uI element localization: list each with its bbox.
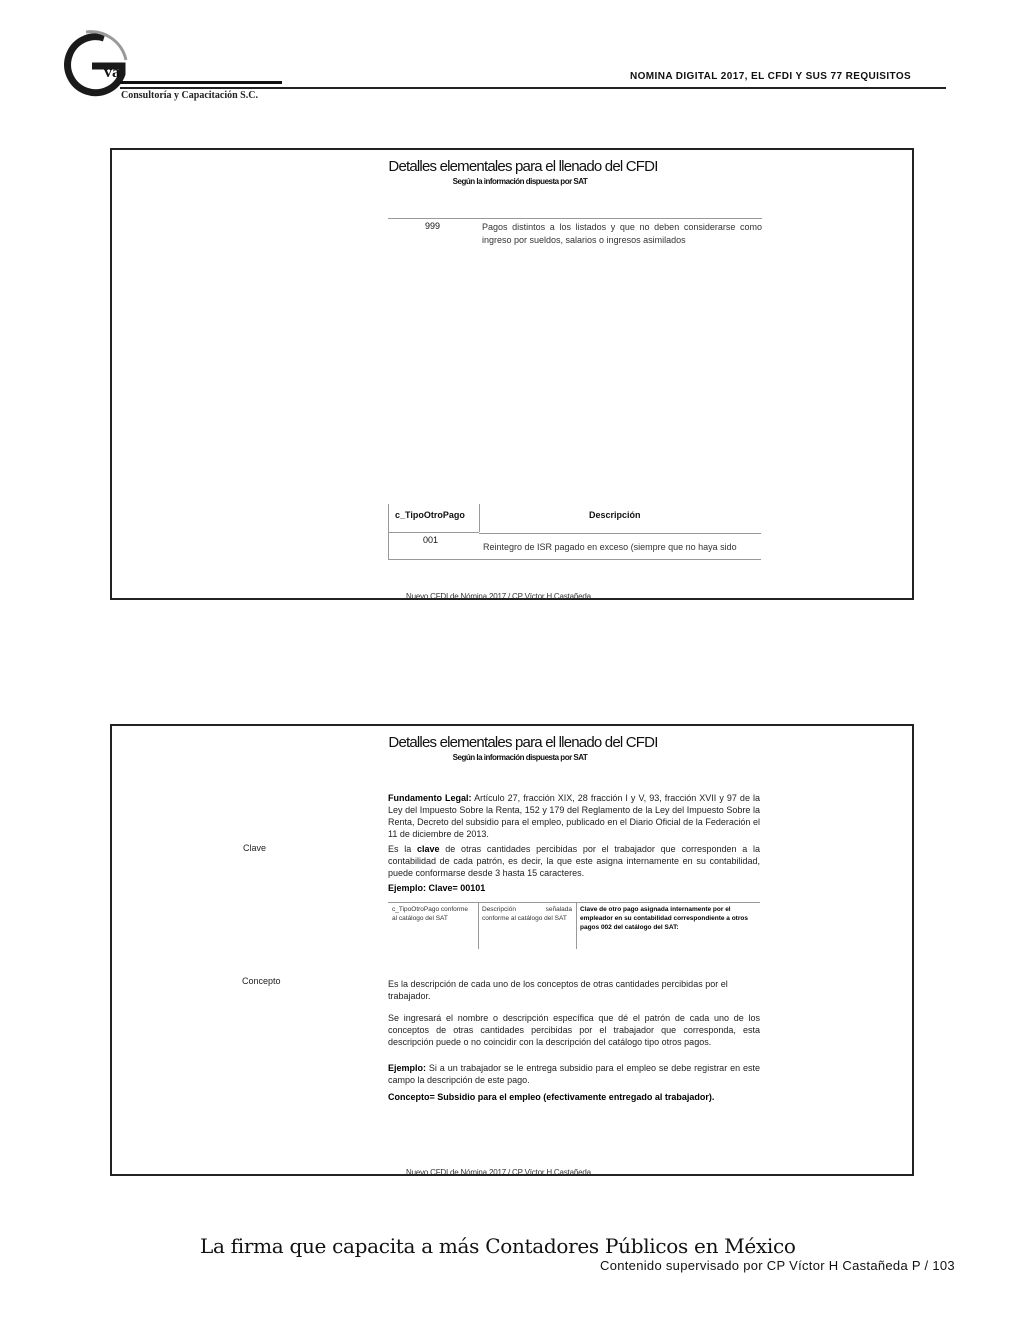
table-header-description: Descripción	[589, 510, 641, 520]
logo-subtitle: Consultoría y Capacitación S.C.	[121, 90, 258, 101]
document-title: NOMINA DIGITAL 2017, EL CFDI Y SUS 77 REQUISITOS	[630, 71, 912, 82]
mini-cell: Descripción señalada conforme al catálogo del SAT	[482, 906, 572, 922]
catalog-code: 999	[425, 221, 441, 231]
table-divider	[479, 504, 480, 532]
mini-divider	[576, 903, 577, 949]
mini-divider	[478, 903, 479, 949]
slide-subtitle: Según la información dispuesta por SAT	[452, 753, 588, 762]
concepto-description: Es la descripción de cada uno de los conceptos de otras cantidades percibidas por el trabajador.	[388, 979, 728, 1001]
slide-title: Detalles elementales para el llenado del CFDI	[388, 734, 658, 751]
clave-keyword: clave	[417, 844, 440, 854]
table-divider	[479, 533, 761, 534]
slide-subtitle: Según la información dispuesta por SAT	[452, 177, 588, 186]
logo-rule	[120, 81, 282, 84]
catalog-row	[388, 218, 762, 245]
footer-credit-text: Contenido supervisado por CP Víctor H Castañeda P /	[600, 1258, 929, 1273]
tipo-otro-pago-table	[388, 504, 761, 560]
table-cell-code: 001	[423, 535, 439, 545]
logo-letters: va	[104, 64, 120, 81]
mini-cell: Clave de otro pago asignada internamente por el empleador en su contabilidad correspondiente a otros pagos 002 del catálogo del SAT:	[580, 906, 748, 931]
slide-2	[110, 724, 914, 1176]
table-header-code: c_TipoOtroPago	[395, 510, 465, 520]
slide-footer: Nuevo CFDI de Nómina 2017 / CP Víctor H Castañeda	[406, 1168, 591, 1176]
footer-tagline: La firma que capacita a más Contadores Públicos en México	[200, 1234, 796, 1258]
fundamento-text: Artículo 27, fracción XIX, 28 fracción I y V, 93, fracción XVII y 97 de la Ley del Impuesto Sobre la Renta, 152 y 179 del Reglamento de la Ley del Impuesto Sobre la Renta, Decreto del subsidio para el empleo, publicado en el Diario Oficial de la Federación el 11 de diciembre de 2013.	[388, 793, 760, 839]
fundamento-legal	[388, 792, 760, 840]
table-cell-description: Reintegro de ISR pagado en exceso (siempre que no haya sido	[483, 542, 737, 552]
concepto-example: Concepto= Subsidio para el empleo (efectivamente entregado al trabajador).	[388, 1092, 715, 1102]
table-divider	[389, 532, 479, 533]
header-rule	[120, 87, 946, 89]
clave-text: de otras cantidades percibidas por el trabajador que corresponden a la contabilidad de cada patrón, es decir, la que este asigna internamente en su contabilidad, puede conformarse desde 3 hasta 15 caracteres.	[388, 844, 760, 878]
table-divider	[389, 559, 761, 560]
clave-example: Ejemplo: Clave= 00101	[388, 883, 486, 893]
fundamento-label: Fundamento Legal:	[388, 793, 472, 803]
ejemplo-label: Ejemplo:	[388, 1063, 427, 1073]
page-number: 103	[932, 1258, 955, 1273]
field-label-concepto: Concepto	[242, 976, 281, 986]
concepto-example-note	[388, 1062, 760, 1086]
mini-cell: c_TipoOtroPago conforme al catálogo del SAT	[392, 906, 468, 922]
catalog-description: Pagos distintos a los listados y que no deben considerarse como ingreso por sueldos, salarios o ingresos asimilados	[482, 222, 762, 245]
footer-credit	[600, 1258, 955, 1273]
field-label-clave: Clave	[243, 843, 267, 853]
slide-title: Detalles elementales para el llenado del CFDI	[388, 158, 658, 175]
clave-description	[388, 843, 760, 879]
clave-mini-table	[388, 902, 760, 949]
ejemplo-text: Si a un trabajador se le entrega subsidio para el empleo se debe registrar en este campo la descripción de este pago.	[388, 1063, 760, 1085]
concepto-detail: Se ingresará el nombre o descripción específica que dé el patrón de cada uno de los conceptos de otras cantidades percibidas por el trabajador que corresponda, esta descripción puede o no coincidir con la descripción del catálogo tipo otros pagos.	[388, 1013, 760, 1047]
clave-text: Es la	[388, 844, 418, 854]
slide-footer: Nuevo CFDI de Nómina 2017 / CP Víctor H Castañeda	[406, 592, 591, 600]
slide-1	[110, 148, 914, 600]
